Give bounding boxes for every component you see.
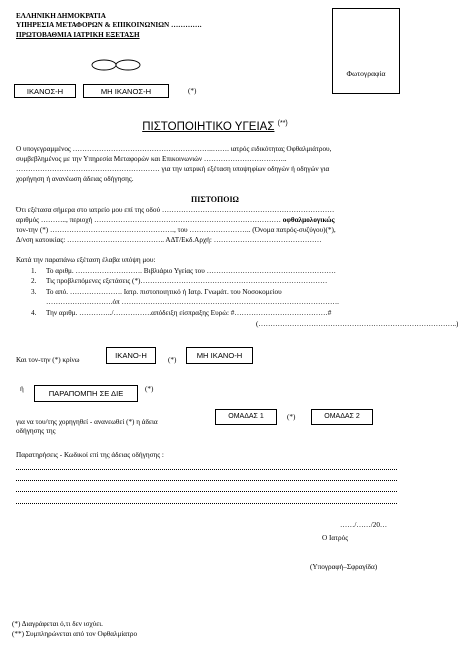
groups-mark: (*)	[287, 413, 296, 421]
group-2-box[interactable]	[311, 409, 373, 425]
judge-label: Και τον-την (*) κρίνω	[16, 356, 80, 364]
remarks-line-3[interactable]	[16, 491, 397, 492]
doctor-label: Ο Ιατρός	[322, 534, 349, 542]
top-mark: (*)	[188, 87, 197, 95]
item-3-continued: ……………………….όπ ……………………………………………………………………………….	[46, 298, 339, 306]
mi-ikano-judge-label: ΜΗ ΙΚΑΝΟ-Η	[196, 351, 243, 360]
item-1-num: 1.	[31, 267, 37, 275]
ophthalmological-word: οφθαλμολογικώς	[282, 216, 335, 224]
judge-mark: (*)	[168, 356, 177, 364]
item-4-amount-words: (………………………………………………………………………..)	[256, 320, 458, 328]
footnote-1: (*) Διαγράφεται ό,τι δεν ισχύει.	[12, 620, 103, 628]
signature-label: (Υπογραφή–Σφραγίδα)	[310, 563, 378, 571]
item-1-text: Το αριθμ. ………………………. Βιβλιάριο Υγείας του ………………………………………………	[46, 267, 336, 275]
ikano-judge-label: ΙΚΑΝΟ-Η	[115, 351, 147, 360]
exam-line-4: Δ/νση κατοικίας: ………………………………….. ΑΔΤ/Εκδ.Αρχή: ………………………………………	[16, 236, 322, 244]
exam-line-1: Ότι εξέτασα σήμερα στο ιατρείο μου επί της οδού ………………………………………………………………	[16, 206, 335, 214]
ikanos-label: ΙΚΑΝΟΣ-Η	[26, 87, 64, 96]
header-line-1: ΕΛΛΗΝΙΚΗ ΔΗΜΟΚΡΑΤΙΑ	[16, 12, 106, 20]
item-4-text: Την αριθμ. …………../…………….απόδειξη είσπραξης Ευρώ: #…………………………………#	[46, 309, 332, 317]
title-text: ΠΙΣΤΟΠΟΙΗΤΙΚΟ ΥΓΕΙΑΣ	[142, 120, 275, 133]
referral-label: ΠΑΡΑΠΟΜΠΗ ΣΕ ΔΙΕ	[48, 389, 124, 398]
referral-box[interactable]	[34, 385, 138, 402]
item-2-text: Τις προβλεπόμενες εξετάσεις (*)……………………………………………………………………	[46, 277, 328, 285]
seal-ellipses-icon	[90, 58, 144, 72]
exam-line-2-text: αριθμός ……….., περιοχή ……………………………………………………………………	[16, 216, 283, 224]
considered-heading: Κατά την παραπάνω εξέταση έλαβα υπόψη μου:	[16, 256, 156, 264]
date-field: ……/……/20…	[340, 521, 388, 529]
groups-text-2: οδήγησης της	[16, 427, 56, 435]
mi-ikanos-label: ΜΗ ΙΚΑΝΟΣ-Η	[100, 87, 152, 96]
referral-mark: (*)	[145, 385, 154, 393]
remarks-label: Παρατηρήσεις - Κωδικοί επί της άδειας οδήγησης :	[16, 451, 164, 459]
intro-line-4: χορήγηση ή ανανέωση άδειας οδήγησης.	[16, 175, 134, 183]
remarks-line-4[interactable]	[16, 503, 397, 504]
item-4-num: 4.	[31, 309, 37, 317]
remarks-line-2[interactable]	[16, 480, 397, 481]
photo-box	[332, 8, 400, 94]
header-line-2: ΥΠΗΡΕΣΙΑ ΜΕΤΑΦΟΡΩΝ & ΕΠΙΚΟΙΝΩΝΙΩΝ ………….	[16, 21, 202, 29]
remarks-line-1[interactable]	[16, 469, 397, 470]
exam-line-2	[16, 216, 335, 224]
exam-line-3: τον-την (*) ……………………………………………., του …………………….. (Όνομα πατρός-συζύγου)(*),	[16, 226, 336, 234]
intro-line-1: Ο υπογεγραμμένος …………………………………………………..……. ιατρός ειδικότητας Οφθαλμιάτρου,	[16, 145, 332, 153]
certificate-title	[0, 120, 430, 133]
intro-line-2: συμβεβλημένος με την Υπηρεσία Μεταφορών και Επικοινωνιών ……………………………..	[16, 155, 287, 163]
group-1-box[interactable]	[215, 409, 277, 425]
item-3-num: 3.	[31, 288, 37, 296]
referral-prefix: ή	[20, 385, 24, 393]
photo-label: Φωτογραφία	[346, 69, 386, 78]
header-line-3: ΠΡΩΤΟΒΑΘΜΙΑ ΙΑΤΡΙΚΗ ΕΞΕΤΑΣΗ	[16, 31, 140, 39]
ikanos-box[interactable]	[14, 84, 76, 98]
footnote-2: (**) Συμπληρώνεται από τον Οφθαλμίατρο	[12, 630, 138, 638]
mi-ikano-judge-box[interactable]	[186, 347, 253, 364]
ikano-judge-box[interactable]	[106, 347, 156, 364]
item-2-num: 2.	[31, 277, 37, 285]
title-mark: (**)	[277, 120, 288, 127]
group-1-label: ΟΜΑΔΑΣ 1	[228, 413, 264, 420]
mi-ikanos-box[interactable]	[83, 84, 169, 98]
certify-heading: ΠΙΣΤΟΠΟΙΩ	[191, 195, 239, 204]
groups-text-1: για να του/της χορηγηθεί - ανανεωθεί (*) η άδεια	[16, 418, 158, 426]
item-3-text: Το από. …………………. Ιατρ. πιστοποιητικό ή Ιατρ. Γνωμάτ. του Νοσοκομείου	[46, 288, 282, 296]
intro-line-3: …………………………………………………… για την ιατρική εξέταση υποψηφίων οδηγών ή οδηγών για	[16, 165, 330, 173]
group-2-label: ΟΜΑΔΑΣ 2	[324, 413, 360, 420]
